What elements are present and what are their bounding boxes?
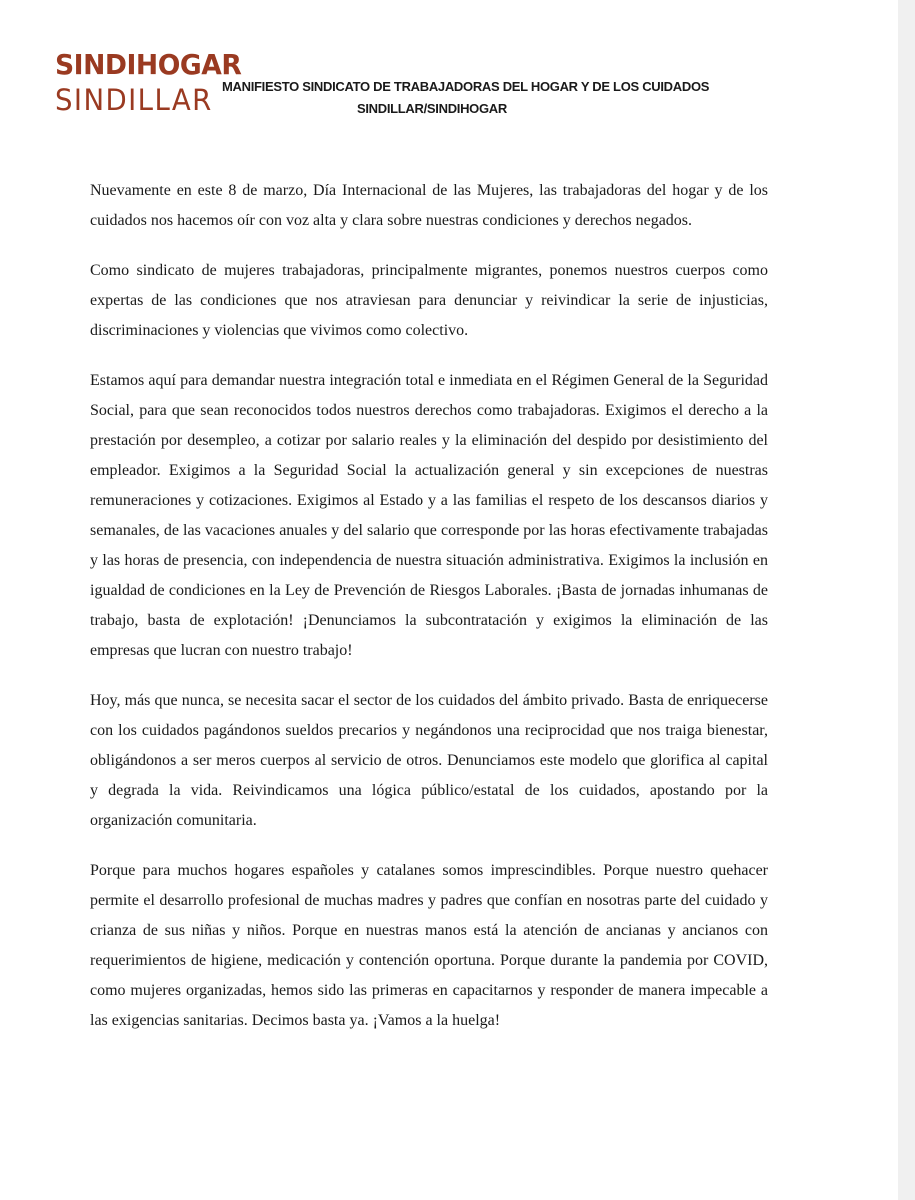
logo-text-sindillar: SINDILLAR [55, 83, 213, 117]
manifesto-body [90, 176, 768, 1056]
document-title-line-1: MANIFIESTO SINDICATO DE TRABAJADORAS DEL HOGAR Y DE LOS CUIDADOS [222, 79, 710, 94]
paragraph: Estamos aquí para demandar nuestra integración total e inmediata en el Régimen General de la Seguridad Social, para que sean reconocidos todos nuestros derechos como trabajadoras. Exigimos el derecho a la prestación por desempleo, a cotizar por salario reales y la eliminación del despido por desistimiento del empleador. Exigimos a la Seguridad Social la actualización general y sin excepciones de nuestras remuneraciones y cotizaciones. Exigimos al Estado y a las familias el respeto de los descansos diarios y semanales, de las vacaciones anuales y del salario que corresponde por las horas efectivamente trabajadas y las horas de presencia, con independencia de nuestra situación administrativa. Exigimos la inclusión en igualdad de condiciones en la Ley de Prevención de Riesgos Laborales. ¡Basta de jornadas inhumanas de trabajo, basta de explotación! ¡Denunciamos la subcontratación y exigimos la eliminación de las empresas que lucran con nuestro trabajo! [90, 372, 768, 659]
paragraph: Como sindicato de mujeres trabajadoras, principalmente migrantes, ponemos nuestros cuerpos como expertas de las condiciones que nos atraviesan para denunciar y reivindicar la serie de injusticias, discriminaciones y violencias que vivimos como colectivo. [90, 262, 768, 339]
paragraph: Nuevamente en este 8 de marzo, Día Internacional de las Mujeres, las trabajadoras del hogar y de los cuidados nos hacemos oír con voz alta y clara sobre nuestras condiciones y derechos negados. [90, 182, 768, 229]
sindihogar-logo [55, 48, 242, 118]
paragraph: Hoy, más que nunca, se necesita sacar el sector de los cuidados del ámbito privado. Basta de enriquecerse con los cuidados pagándonos sueldos precarios y negándonos una reciprocidad que nos traiga bienestar, obligándonos a ser meros cuerpos al servicio de otros. Denunciamos este modelo que glorifica al capital y degrada la vida. Reivindicamos una lógica público/estatal de los cuidados, apostando por la organización comunitaria. [90, 692, 768, 829]
scrollbar-track[interactable] [898, 0, 915, 1200]
document-title [222, 76, 710, 120]
logo-text-sindihogar: SINDIHOGAR [55, 48, 242, 81]
paragraph: Porque para muchos hogares españoles y catalanes somos imprescindibles. Porque nuestro quehacer permite el desarrollo profesional de muchas madres y padres que confían en nosotras parte del cuidado y crianza de sus niñas y niños. Porque en nuestras manos está la atención de ancianas y ancianos con requerimientos de higiene, medicación y contención oportuna. Porque durante la pandemia por COVID, como mujeres organizadas, hemos sido las primeras en capacitarnos y responder de manera impecable a las exigencias sanitarias. Decimos basta ya. ¡Vamos a la huelga! [90, 862, 768, 1029]
document-title-line-2: SINDILLAR/SINDIHOGAR [356, 101, 507, 116]
